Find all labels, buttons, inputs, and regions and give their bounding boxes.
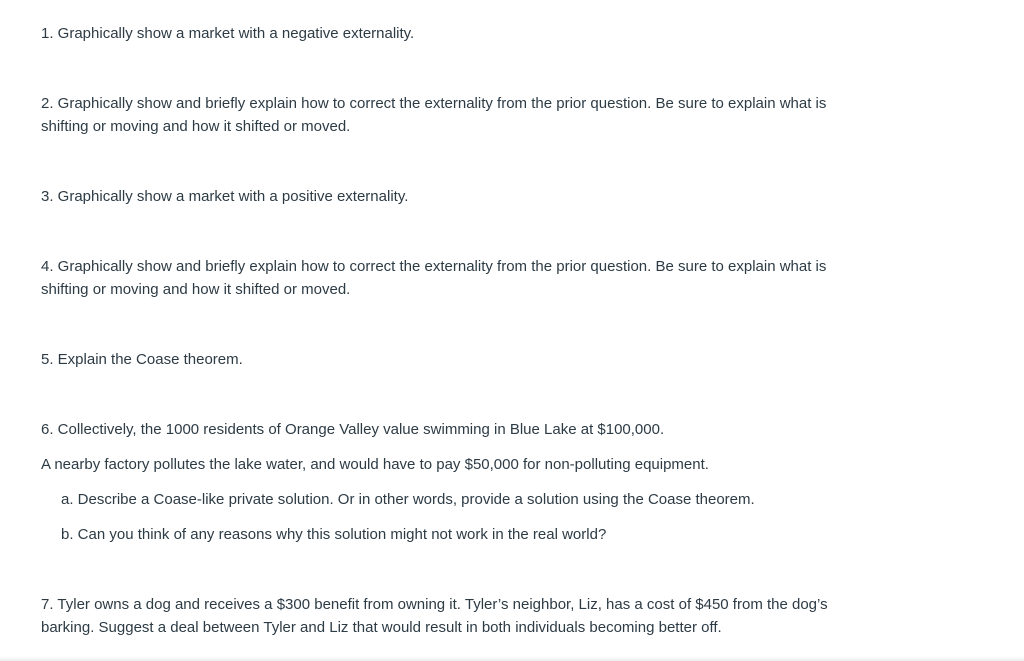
- question-1: 1. Graphically show a market with a negative externality.: [41, 25, 415, 42]
- question-6-part-b: b. Can you think of any reasons why this solution might not work in the real world?: [61, 526, 607, 543]
- question-6-intro: 6. Collectively, the 1000 residents of Orange Valley value swimming in Blue Lake at $100,000.: [41, 421, 665, 438]
- question-5: 5. Explain the Coase theorem.: [41, 351, 243, 368]
- question-7: 7. Tyler owns a dog and receives a $300 benefit from owning it. Tyler’s neighbor, Liz, has a cost of $450 from the dog’s barking. Suggest a deal between Tyler and Liz that would result in both individuals becoming better off.: [41, 596, 828, 636]
- bottom-divider: [0, 657, 1024, 661]
- question-2: 2. Graphically show and briefly explain how to correct the externality from the prior question. Be sure to explain what is shifting or moving and how it shifted or moved.: [41, 95, 827, 135]
- question-4: 4. Graphically show and briefly explain how to correct the externality from the prior question. Be sure to explain what is shifting or moving and how it shifted or moved.: [41, 258, 827, 298]
- question-6-context: A nearby factory pollutes the lake water, and would have to pay $50,000 for non-polluting equipment.: [41, 456, 709, 473]
- question-3: 3. Graphically show a market with a positive externality.: [41, 188, 409, 205]
- question-6-part-a: a. Describe a Coase-like private solution. Or in other words, provide a solution using the Coase theorem.: [61, 491, 755, 508]
